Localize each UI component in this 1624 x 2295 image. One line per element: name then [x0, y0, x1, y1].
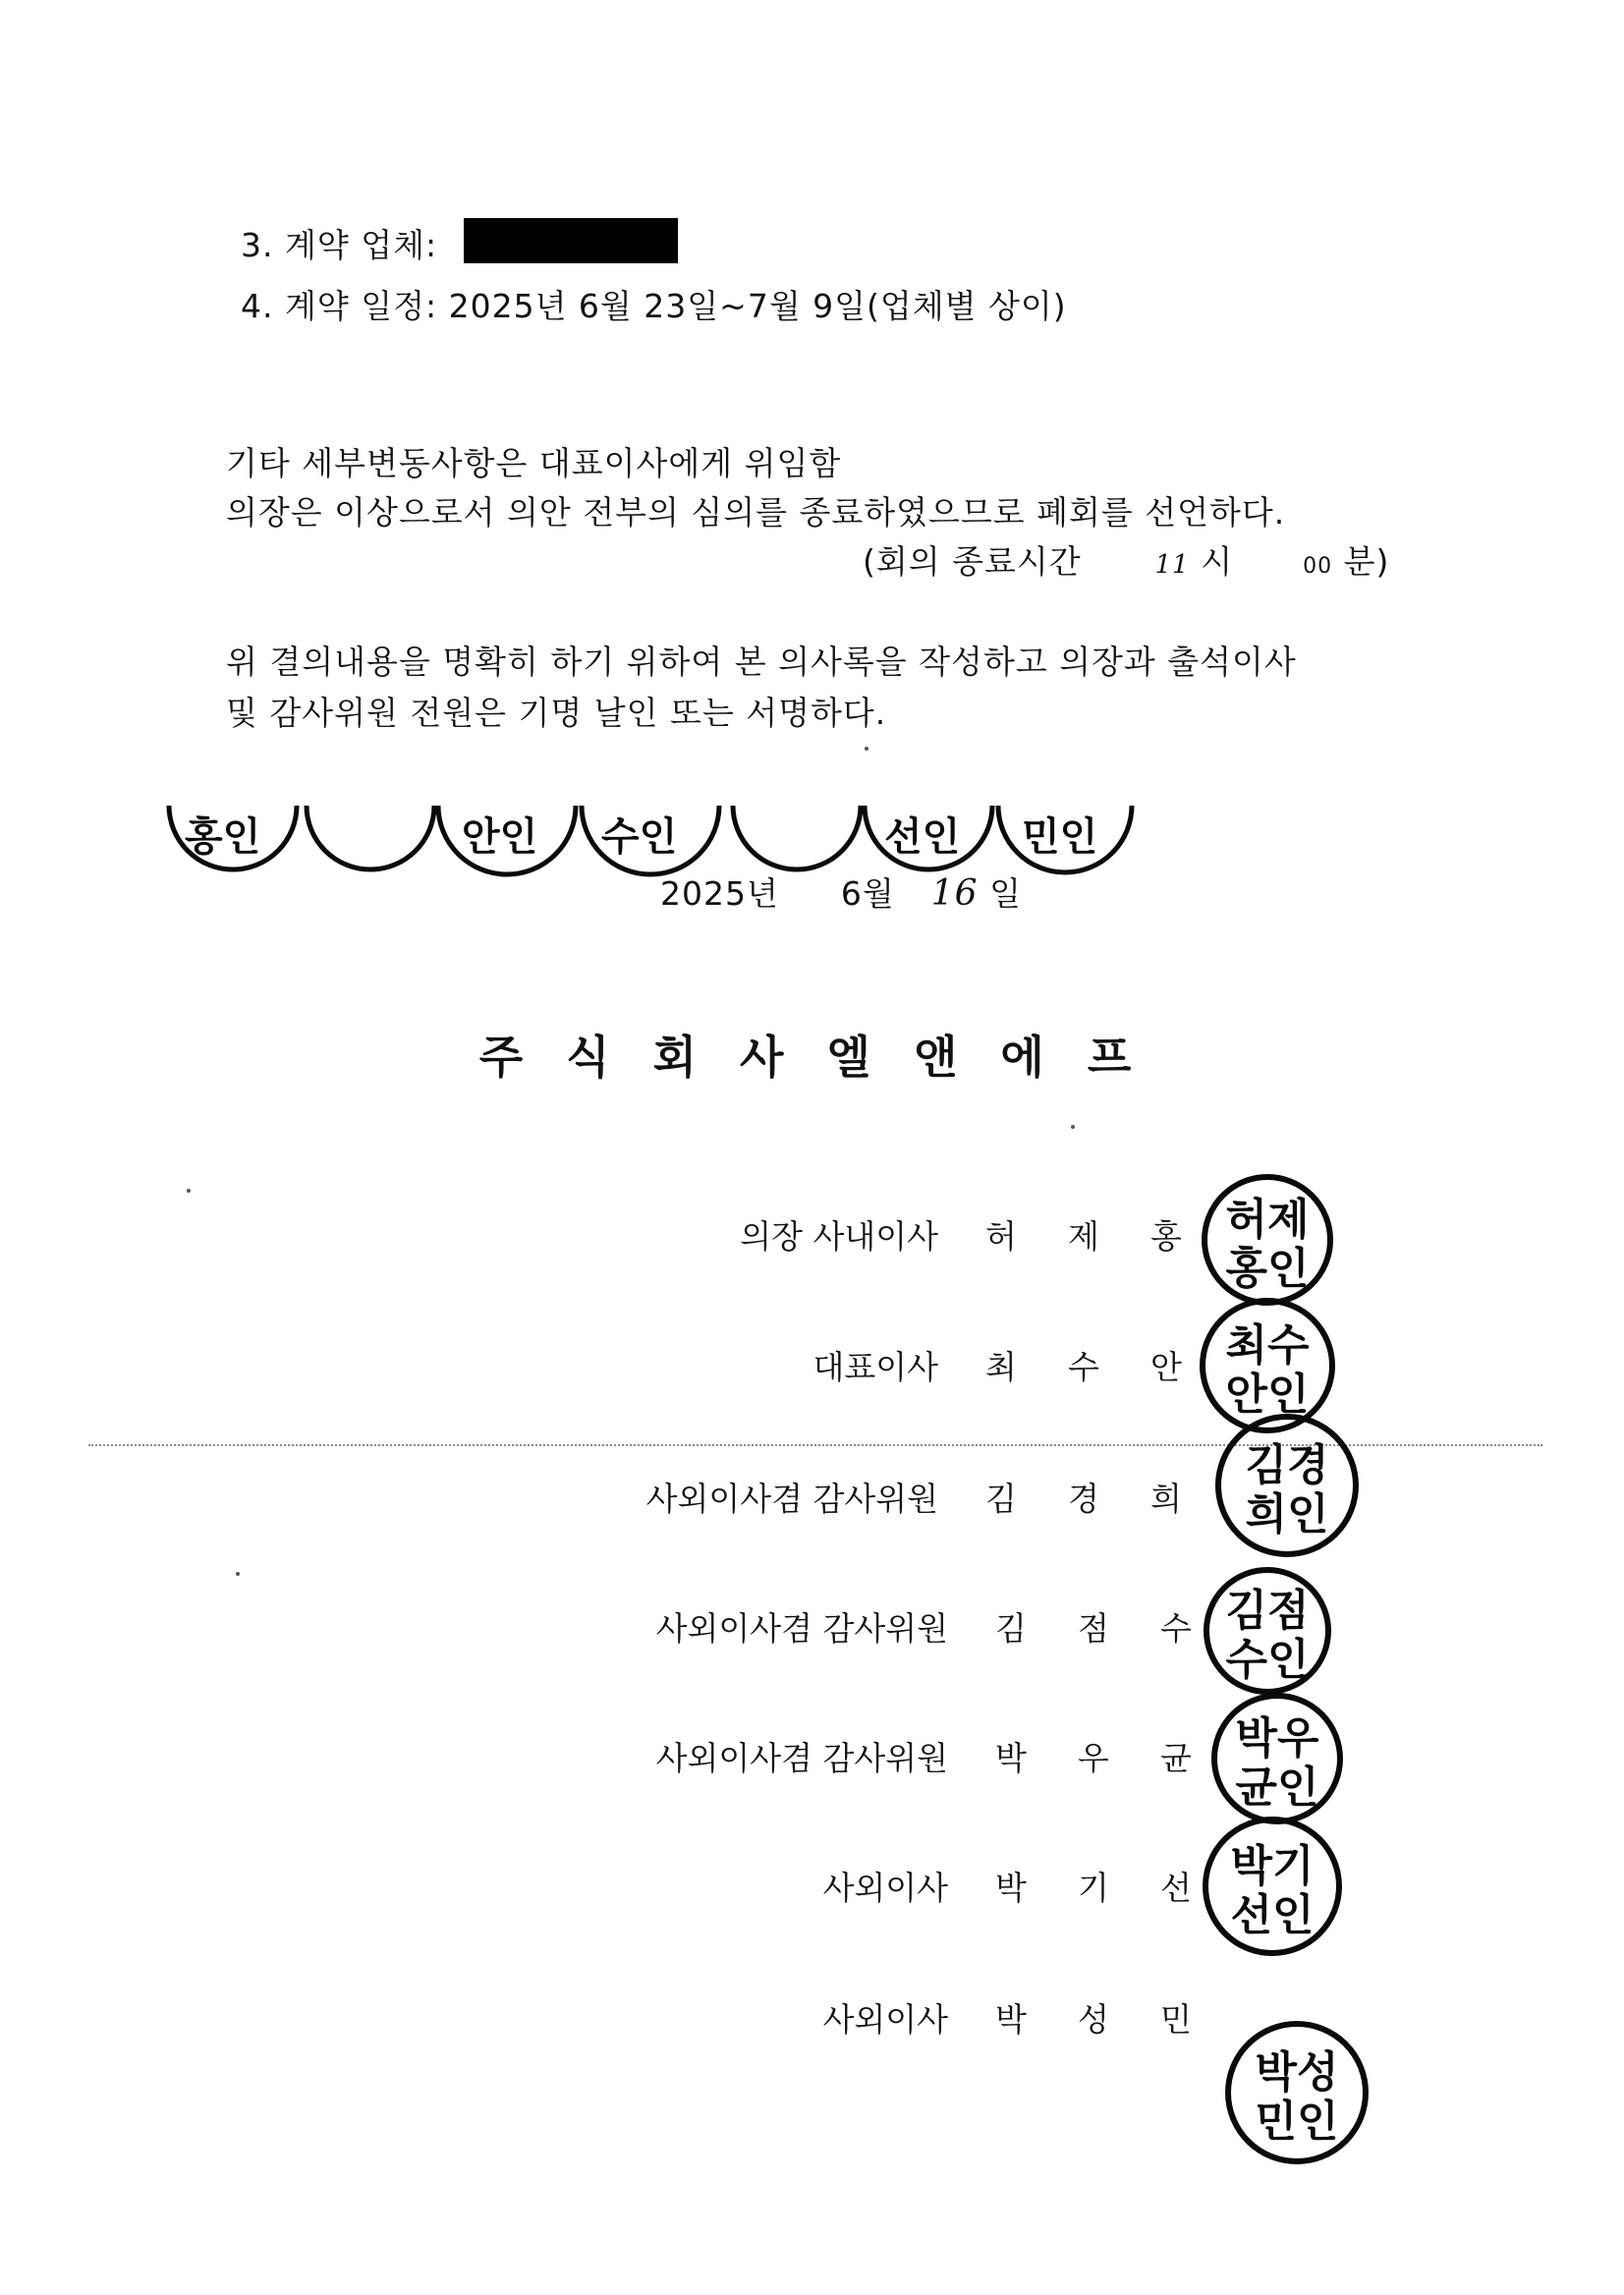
- date-day: 16: [930, 873, 979, 914]
- scan-speck: [236, 1572, 240, 1576]
- signatory-role: 사외이사겸 감사위원: [655, 1609, 948, 1648]
- seal-row-text-1: 홍인: [185, 814, 261, 860]
- seal-text: 김점: [1225, 1586, 1310, 1636]
- seal-row-mark-3: [438, 806, 576, 874]
- signatory-name-char: 안: [1150, 1348, 1182, 1386]
- seal-row-text-4: 수인: [601, 814, 678, 860]
- signatory-role: 사외이사: [822, 2000, 948, 2039]
- signatory-row: [0, 1211, 1624, 1270]
- seal-text: 최수: [1225, 1320, 1310, 1371]
- signatory-name-char: 균: [1160, 1739, 1192, 1777]
- seal-text: 수인: [1225, 1635, 1310, 1685]
- seal-row-text-6: 선인: [884, 814, 961, 860]
- seal-text: 안인: [1225, 1370, 1310, 1420]
- meeting-end-time: [863, 536, 1389, 583]
- document-date: [660, 868, 1022, 915]
- signatory-name: [985, 1474, 1233, 1520]
- end-time-hour: 11: [1154, 550, 1190, 580]
- signatory-name-char: 허: [985, 1217, 1017, 1256]
- signatory-row: [0, 1733, 1624, 1792]
- seal-row-mark-5: [733, 806, 861, 869]
- seal-row-mark-1: [169, 806, 297, 869]
- signatory-name: [995, 1733, 1243, 1779]
- signatory-name: [985, 1211, 1233, 1258]
- scan-speck: [187, 1189, 191, 1193]
- date-day-unit: 일: [989, 874, 1022, 913]
- signatory-row: [0, 1603, 1624, 1662]
- signatory-name-char: 최: [985, 1348, 1017, 1386]
- signatory-name-char: 우: [1078, 1739, 1109, 1777]
- contract-vendor-label: 3. 계약 업체:: [241, 226, 438, 264]
- date-year: 2025년: [660, 874, 779, 913]
- seal-text: 박우: [1235, 1713, 1319, 1763]
- seal-text: 희인: [1245, 1489, 1329, 1539]
- signatory-name-char: 민: [1160, 2000, 1192, 2039]
- signatory-name-char: 점: [1078, 1609, 1109, 1648]
- contract-schedule: 4. 계약 일정: 2025년 6월 23일~7월 9일(업체별 상이): [241, 287, 1067, 325]
- signatory-row: [0, 1474, 1624, 1533]
- signatory-name-char: 성: [1078, 2000, 1109, 2039]
- seal-text: 균인: [1235, 1763, 1319, 1813]
- signatory-role: 사외이사겸 감사위원: [655, 1739, 948, 1777]
- signatory-role: 대표이사: [812, 1348, 938, 1386]
- date-month: 6월: [840, 874, 895, 913]
- signatory-name-char: 박: [995, 1869, 1027, 1907]
- signatory-role: 사외이사겸 감사위원: [645, 1480, 938, 1518]
- signatory-name-char: 박: [995, 2000, 1027, 2039]
- seal-text: 홍인: [1225, 1244, 1310, 1294]
- company-name: 주 식 회 사 엘 앤 에 프: [478, 1031, 1146, 1084]
- signatory-row: [0, 1342, 1624, 1401]
- signatory-name-char: 제: [1068, 1217, 1099, 1256]
- redaction-bar: [464, 218, 678, 263]
- scan-speck: [1071, 1125, 1075, 1129]
- seal-text: 박성: [1255, 2047, 1339, 2098]
- signatory-role: 의장 사내이사: [740, 1217, 938, 1256]
- seal-row-mark-4: [582, 806, 719, 874]
- seal-row-text-7: 민인: [1022, 814, 1098, 860]
- signatory-name: [995, 1603, 1243, 1650]
- signatory-name: [995, 1863, 1243, 1909]
- signatory-name-char: 희: [1150, 1480, 1182, 1518]
- end-time-prefix: (회의 종료시간: [863, 542, 1082, 581]
- signatory-name-char: 박: [995, 1739, 1027, 1777]
- seal-row-mark-6: [865, 806, 992, 869]
- seal-row-text-3: 안인: [462, 814, 538, 860]
- seal-text: 선인: [1230, 1890, 1315, 1940]
- end-time-minute: 00: [1303, 554, 1333, 579]
- signatory-name-char: 수: [1160, 1609, 1192, 1648]
- end-time-hour-unit: 시: [1201, 542, 1234, 581]
- seal-text: 민인: [1255, 2097, 1339, 2147]
- scan-artifact-line: [88, 1444, 1542, 1446]
- signatory-name-char: 수: [1068, 1348, 1099, 1386]
- seal-text: 김경: [1245, 1440, 1329, 1490]
- signatory-row: [0, 1994, 1624, 2053]
- signatory-name-char: 선: [1160, 1869, 1192, 1907]
- seal-row-mark-2: [307, 806, 434, 869]
- scan-speck: [865, 747, 868, 751]
- closing-text: 의장은 이상으로서 의안 전부의 심의를 종료하였으므로 폐회를 선언하다.: [226, 493, 1286, 532]
- seal-text: 허제: [1225, 1195, 1310, 1245]
- signatory-name-char: 기: [1078, 1869, 1109, 1907]
- seal-row-mark-7: [998, 806, 1132, 872]
- signatory-name-char: 김: [995, 1609, 1027, 1648]
- signatory-name-char: 경: [1068, 1480, 1099, 1518]
- seal-text: 박기: [1230, 1841, 1315, 1891]
- signatory-name: [995, 1994, 1243, 2041]
- record-statement-line-2: 및 감사위원 전원은 기명 날인 또는 서명하다.: [226, 694, 887, 732]
- signatory-name-char: 김: [985, 1480, 1017, 1518]
- signatory-name: [985, 1342, 1233, 1388]
- signatory-row: [0, 1863, 1624, 1922]
- signatory-role: 사외이사: [822, 1869, 948, 1907]
- delegation-text: 기타 세부변동사항은 대표이사에게 위임함: [226, 444, 842, 482]
- end-time-minute-unit: 분): [1343, 542, 1390, 581]
- record-statement-line-1: 위 결의내용을 명확히 하기 위하여 본 의사록을 작성하고 의장과 출석이사: [226, 643, 1297, 681]
- signatory-name-char: 홍: [1150, 1217, 1182, 1256]
